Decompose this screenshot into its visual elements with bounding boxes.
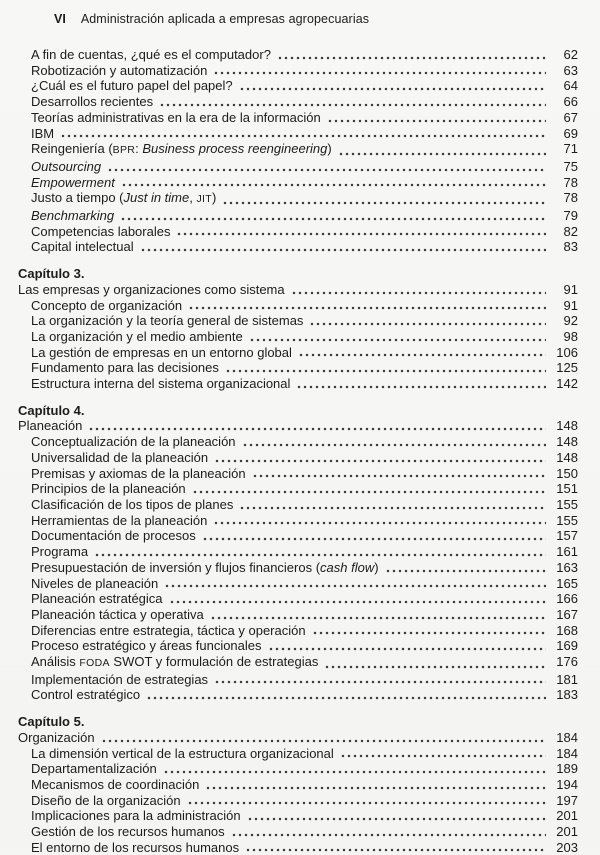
page-number: 157 [556,528,578,544]
page-number: 62 [563,47,578,62]
entry-title: Planeación táctica y operativa [31,606,204,622]
page-number: 66 [563,94,578,110]
dot-leader [205,777,546,793]
entry-title: Diseño de la organización [31,792,181,808]
page-number: 83 [563,239,578,255]
dot-leader [296,376,546,392]
page-number: 161 [556,544,578,560]
entry-title: Fundamento para las decisiones [31,360,219,376]
dot-leader [385,560,546,576]
dot-leader [252,466,546,482]
page-number: 148 [556,434,578,450]
page-number: 78 [563,174,578,190]
page-number: 167 [556,606,578,622]
entry-title: Presupuestación de inversión y flujos financieros (cash flow) [31,559,379,575]
dot-leader [202,528,546,544]
page-number: 67 [563,109,578,125]
toc-entry [18,623,578,639]
entry-title: Organización [18,729,95,745]
entry-title: Programa [31,544,89,560]
page-number: 183 [556,687,578,703]
entry-title: Capital intelectual [31,239,134,255]
page-number: 155 [556,496,578,512]
entry-title: Reingeniería (BPR: Business process reengineering) [31,141,332,157]
chapter-heading: Capítulo 3. [18,266,85,282]
toc-entry [18,730,578,746]
dot-leader [225,360,546,376]
entry-title: Niveles de planeación [31,575,159,591]
toc-entry [18,141,578,159]
entry-title: Diferencias entre estrategia, táctica y operación [31,622,306,638]
dot-leader [338,141,546,159]
page-number: 71 [563,141,578,157]
dot-leader [327,110,546,126]
dot-leader [188,298,546,314]
page-number: 79 [563,208,578,224]
dot-leader [309,313,546,329]
page-number: 125 [556,360,578,376]
toc-entry [18,159,578,175]
entry-title: A fin de cuentas, ¿qué es el computador? [31,47,271,62]
page-number: 78 [563,190,578,206]
dot-leader [249,329,546,345]
toc-entry [18,313,578,329]
dot-leader [88,418,546,434]
page-number: 189 [556,761,578,777]
entry-title: Estructura interna del sistema organizacional [31,376,291,392]
entry-title: El entorno de los recursos humanos [31,839,240,855]
dot-leader [214,672,546,688]
folio-page-number: VI [54,12,66,26]
toc-entry [18,481,578,497]
dot-leader [159,94,546,110]
page-number: 201 [556,824,578,840]
page-number: 165 [556,575,578,591]
entry-title: Gestión de los recursos humanos [31,824,225,840]
toc-entry [18,591,578,607]
page-number: 148 [556,418,578,434]
toc-entry [18,360,578,376]
page-number: 151 [556,481,578,497]
toc-entry [18,190,578,208]
toc-entry [18,777,578,793]
entry-title: Departamentalización [31,761,157,777]
page-number: 163 [556,559,578,575]
dot-leader [121,175,546,191]
page-number: 166 [556,591,578,607]
dot-leader [214,450,546,466]
entry-title: Herramientas de la planeación [31,512,208,528]
toc-entry [18,418,578,434]
toc-entry [18,687,578,703]
page-number: 168 [556,622,578,638]
dot-leader [107,159,546,175]
toc-entry [18,282,578,298]
running-title: Administración aplicada a empresas agropecuarias [80,12,370,26]
toc-entry [18,376,578,392]
entry-title: Concepto de organización [31,297,183,313]
entry-title: Proceso estratégico y áreas funcionales [31,638,262,654]
toc-entry [18,672,578,688]
entry-title: Desarrollos recientes [31,94,154,110]
entry-title: Conceptualización de la planeación [31,434,236,450]
dot-leader [291,282,546,298]
dot-leader [101,730,546,746]
toc-entry [18,224,578,240]
dot-leader [176,224,546,240]
entry-title: La organización y la teoría general de sistemas [31,313,304,329]
entry-title: La dimensión vertical de la estructura organizacional [31,745,334,761]
toc-entry [18,808,578,824]
dot-leader [187,793,546,809]
toc-entry [18,208,578,224]
toc-entry [18,824,578,840]
page-number: 106 [556,344,578,360]
toc-entry [18,94,578,110]
page-number: 92 [563,313,578,329]
entry-title: Universalidad de la planeación [31,449,209,465]
dot-leader [60,126,546,142]
toc-entry [18,528,578,544]
page-number: 184 [556,745,578,761]
page-number: 150 [556,465,578,481]
toc-entry [18,110,578,126]
toc-entry [18,345,578,361]
dot-leader [231,824,546,840]
dot-leader [120,208,546,224]
toc [18,47,578,855]
dot-leader [340,746,546,762]
entry-title: La gestión de empresas en un entorno global [31,344,292,360]
entry-title: Empowerment [31,174,115,190]
entry-title: Competencias laborales [31,223,171,239]
dot-leader [213,513,546,529]
entry-title: Control estratégico [31,687,141,703]
toc-entry [18,654,578,672]
toc-entry [18,329,578,345]
toc-entry [18,607,578,623]
dot-leader [239,78,546,94]
dot-leader [163,761,546,777]
dot-leader [210,607,546,623]
dot-leader [277,47,546,63]
entry-title: Las empresas y organizaciones como sistema [18,281,285,297]
chapter-heading: Capítulo 5. [18,714,85,730]
toc-entry [18,47,578,63]
page-number: 75 [563,158,578,174]
toc-entry [18,576,578,592]
page-number: 148 [556,449,578,465]
dot-leader [140,239,546,255]
page-header [18,12,578,26]
toc-entry [18,746,578,762]
entry-title: Robotización y automatización [31,62,208,78]
toc-entry [18,513,578,529]
toc-entry [18,450,578,466]
entry-title: Teorías administrativas en la era de la información [31,109,321,125]
page-number: 197 [556,792,578,808]
entry-title: Mecanismos de coordinación [31,776,200,792]
toc-entry [18,793,578,809]
toc-entry [18,497,578,513]
entry-title: Premisas y axiomas de la planeación [31,465,246,481]
dot-leader [239,497,546,513]
dot-leader [268,638,546,654]
page-number: 69 [563,125,578,141]
page-number: 142 [556,376,578,392]
toc-entry [18,638,578,654]
entry-title: Benchmarking [31,208,115,224]
page-number: 181 [556,671,578,687]
entry-title: Implicaciones para la administración [31,808,241,824]
entry-title: ¿Cuál es el futuro papel del papel? [31,78,233,94]
entry-title: Documentación de procesos [31,528,196,544]
toc-entry [18,761,578,777]
page-number: 63 [563,62,578,78]
page-number: 91 [563,281,578,297]
page-number: 169 [556,638,578,654]
dot-leader [94,544,546,560]
dot-leader [222,190,546,208]
dot-leader [242,434,546,450]
dot-leader [213,63,546,79]
entry-title: IBM [31,125,55,141]
page-number: 155 [556,512,578,528]
toc-entry [18,544,578,560]
entry-title: Justo a tiempo (Just in time, JIT) [31,190,217,206]
dot-leader [324,654,546,672]
entry-title: Planeación estratégica [31,591,163,607]
chapter-heading: Capítulo 4. [18,402,85,418]
entry-title: Planeación [18,418,83,434]
page-number: 201 [556,808,578,824]
dot-leader [298,345,546,361]
page-number: 194 [556,776,578,792]
page-number: 91 [563,297,578,313]
page-number: 203 [556,839,578,855]
dot-leader [164,576,546,592]
toc-entry [18,63,578,79]
toc-entry [18,560,578,576]
dot-leader [247,808,546,824]
toc-entry [18,78,578,94]
entry-title: La organización y el medio ambiente [31,328,243,344]
toc-entry [18,126,578,142]
page-number: 82 [563,223,578,239]
dot-leader [245,840,546,855]
toc-entry [18,840,578,855]
toc-entry [18,239,578,255]
toc-entry [18,466,578,482]
toc-entry [18,434,578,450]
toc-entry [18,298,578,314]
entry-title: Análisis FODA SWOT y formulación de estrategias [31,654,319,670]
entry-title: Implementación de estrategias [31,671,209,687]
entry-title: Outsourcing [31,158,102,174]
toc-entry [18,175,578,191]
dot-leader [169,591,546,607]
dot-leader [192,481,546,497]
dot-leader [312,623,546,639]
entry-title: Principios de la planeación [31,481,186,497]
page-number: 98 [563,328,578,344]
page-number: 184 [556,729,578,745]
entry-title: Clasificación de los tipos de planes [31,496,234,512]
page-number: 176 [556,654,578,670]
dot-leader [146,687,546,703]
page-number: 64 [563,78,578,94]
